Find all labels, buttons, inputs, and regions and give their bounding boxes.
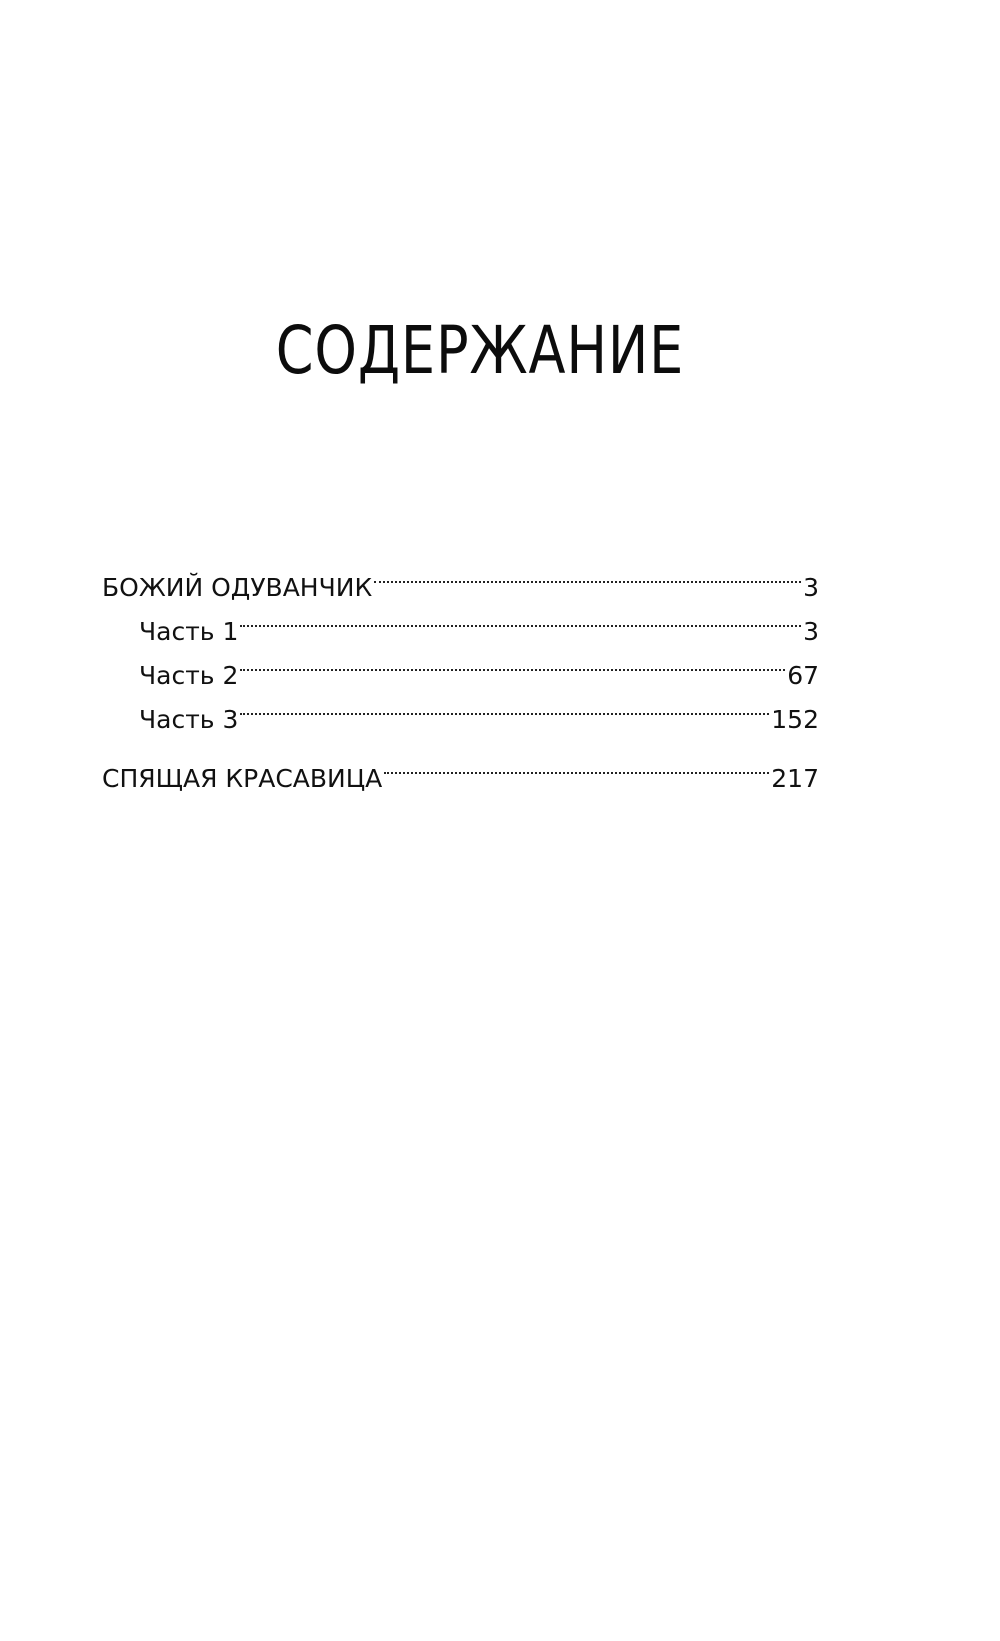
- dot-leader: [240, 684, 769, 728]
- toc-entry-bozhiy-oduvanchik: [102, 552, 819, 602]
- dot-leader: [240, 596, 801, 640]
- dot-leader: [384, 743, 769, 787]
- toc-entry-label: Часть 1: [139, 617, 239, 646]
- toc-entry-label: СПЯЩАЯ КРАСАВИЦА: [102, 764, 383, 793]
- toc-entry-label: БОЖИЙ ОДУВАНЧИК: [102, 573, 373, 602]
- toc-entry-page-number: 152: [771, 705, 819, 734]
- toc-entry-spyashchaya-krasavitsa: [102, 743, 819, 793]
- toc-entry-label: Часть 3: [139, 705, 239, 734]
- dot-leader: [374, 552, 801, 596]
- toc-entry-label: Часть 2: [139, 661, 239, 690]
- dot-leader: [240, 640, 785, 684]
- table-of-contents: [102, 552, 819, 793]
- toc-entry-page-number: 3: [803, 617, 819, 646]
- page-title: СОДЕРЖАНИЕ: [275, 312, 685, 389]
- toc-entry-page-number: 217: [771, 764, 819, 793]
- toc-entry-page-number: 3: [803, 573, 819, 602]
- toc-entry-page-number: 67: [787, 661, 819, 690]
